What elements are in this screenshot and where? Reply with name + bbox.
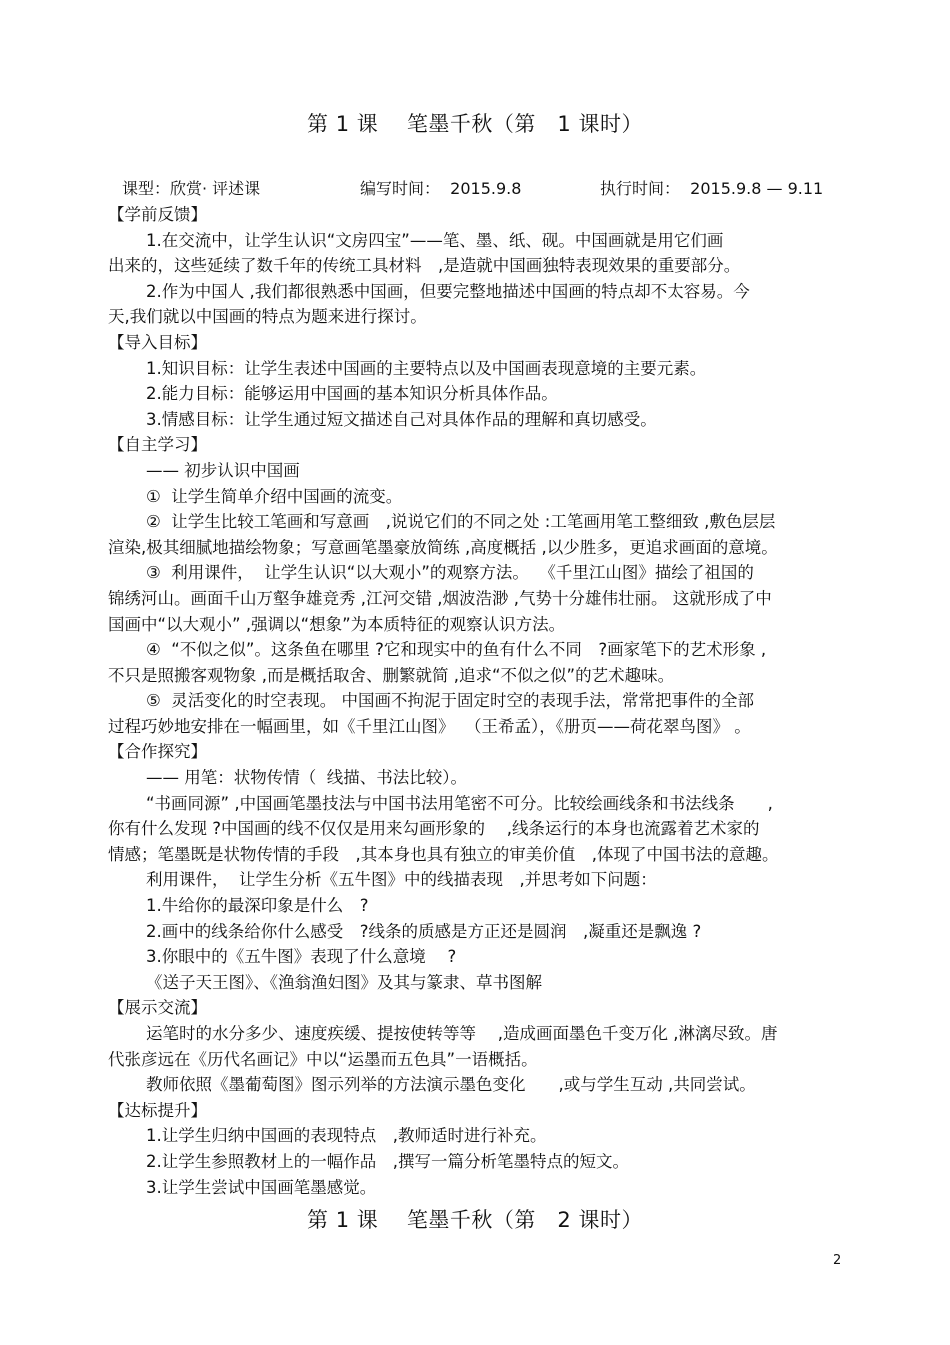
text-line: 1.在交流中，让学生认识“文房四宝”——笔、墨、纸、砚。中国画就是用它们画 bbox=[146, 230, 724, 250]
text-line: “书画同源” ,中国画笔墨技法与中国书法用笔密不可分。比较绘画线条和书法线条 , bbox=[146, 793, 773, 813]
text-line: 《送子天王图》、《渔翁渔妇图》及其与篆隶、草书图解 bbox=[146, 972, 542, 992]
page-number: 2 bbox=[833, 1253, 842, 1268]
text-line: 2.画中的线条给你什么感受 ?线条的质感是方正还是圆润 ,凝重还是飘逸 ? bbox=[146, 921, 702, 941]
text-line: 2.让学生参照教材上的一幅作品 ,撰写一篇分析笔墨特点的短文。 bbox=[146, 1151, 629, 1171]
text-line: ③ 利用课件， 让学生认识“以大观小”的观察方法。 《千里江山图》描绘了祖国的 bbox=[146, 563, 754, 583]
text-line: ⑤ 灵活变化的时空表现。 中国画不拘泥于固定时空的表现手法，常常把事件的全部 bbox=[146, 691, 755, 711]
text-line: 情感；笔墨既是状物传情的手段 ,其本身也具有独立的审美价值 ,体现了中国书法的意趣。 bbox=[108, 844, 779, 864]
text-line: 1.知识目标：让学生表述中国画的主要特点以及中国画表现意境的主要元素。 bbox=[146, 358, 707, 378]
lesson-type: 课型：欣赏· 评述课 bbox=[122, 179, 261, 198]
section-heading: 【达标提升】 bbox=[108, 1100, 207, 1120]
text-line: 出来的，这些延续了数千年的传统工具材料 ,是造就中国画独特表现效果的重要部分。 bbox=[108, 256, 741, 276]
text-line: 1.让学生归纳中国画的表现特点 ,教师适时进行补充。 bbox=[146, 1126, 547, 1146]
text-line: 运笔时的水分多少、速度疾缓、提按使转等等 ,造成画面墨色千变万化 ,淋漓尽致。唐 bbox=[146, 1024, 778, 1043]
section-heading: 【导入目标】 bbox=[108, 332, 207, 352]
text-line: 1.牛给你的最深印象是什么 ? bbox=[146, 896, 369, 916]
text-line: 2.能力目标：能够运用中国画的基本知识分析具体作品。 bbox=[146, 384, 558, 404]
lesson-title-1: 第 1 课 笔墨千秋（第 1 课时） bbox=[307, 112, 643, 136]
section-heading: 【自主学习】 bbox=[108, 435, 207, 455]
text-line: 2.作为中国人 ,我们都很熟悉中国画，但要完整地描述中国画的特点却不太容易。今 bbox=[146, 281, 750, 301]
text-line: 3.让学生尝试中国画笔墨感觉。 bbox=[146, 1177, 377, 1197]
text-line: 你有什么发现 ?中国画的线不仅仅是用来勾画形象的 ,线条运行的本身也流露着艺术家的 bbox=[108, 819, 760, 839]
text-line: —— 初步认识中国画 bbox=[146, 460, 300, 480]
text-line: ④ “不似之似”。这条鱼在哪里 ?它和现实中的鱼有什么不同 ?画家笔下的艺术形象 , bbox=[146, 640, 767, 660]
text-line: 天,我们就以中国画的特点为题来进行探讨。 bbox=[108, 307, 427, 327]
lesson-title-2: 第 1 课 笔墨千秋（第 2 课时） bbox=[307, 1208, 643, 1232]
lesson-body bbox=[108, 202, 848, 1200]
section-heading: 【学前反馈】 bbox=[108, 205, 207, 224]
text-line: 渲染,极其细腻地描绘物象；写意画笔墨豪放简练 ,高度概括 ,以少胜多，更追求画面的意境。 bbox=[108, 537, 778, 557]
written-date: 编写时间： 2015.9.8 bbox=[360, 179, 522, 198]
text-line: 不只是照搬客观物象 ,而是概括取舍、删繁就简 ,追求“不似之似”的艺术趣味。 bbox=[108, 665, 675, 685]
text-line: ② 让学生比较工笔画和写意画 ,说说它们的不同之处 :工笔画用笔工整细致 ,敷色层层 bbox=[146, 512, 776, 532]
text-line: 利用课件， 让学生分析《五牛图》中的线描表现 ,并思考如下问题： bbox=[146, 870, 657, 890]
text-line: 代张彦远在《历代名画记》中以“运墨而五色具”一语概括。 bbox=[108, 1049, 538, 1069]
text-line: 3.情感目标：让学生通过短文描述自己对具体作品的理解和真切感受。 bbox=[146, 409, 657, 429]
text-line: 过程巧妙地安排在一幅画里，如《千里江山图》 （王希孟），《册页——荷花翠鸟图》 。 bbox=[108, 716, 751, 736]
execution-date: 执行时间： 2015.9.8 — 9.11 bbox=[600, 179, 824, 198]
text-line: 国画中“以大观小” ,强调以“想象”为本质特征的观察认识方法。 bbox=[108, 614, 566, 634]
text-line: ① 让学生简单介绍中国画的流变。 bbox=[146, 486, 403, 506]
section-heading: 【合作探究】 bbox=[108, 742, 207, 762]
text-line: 锦绣河山。画面千山万壑争雄竞秀 ,江河交错 ,烟波浩渺 ,气势十分雄伟壮丽。 这就形成了中 bbox=[108, 588, 772, 608]
text-line: 教师依照《墨葡萄图》图示列举的方法演示墨色变化 ,或与学生互动 ,共同尝试。 bbox=[146, 1075, 756, 1095]
text-line: 3.你眼中的《五牛图》表现了什么意境 ? bbox=[146, 947, 457, 967]
text-line: —— 用笔：状物传情（ 线描、书法比较）。 bbox=[146, 768, 467, 788]
section-heading: 【展示交流】 bbox=[108, 998, 207, 1018]
